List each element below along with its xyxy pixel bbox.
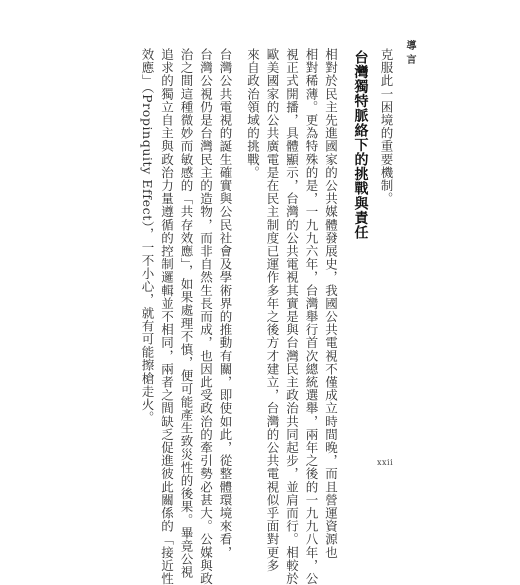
text-line: 治之間這種微妙而敏感的「共存效應」，如果處理不慎，便可能產生致災性的後果。畢竟公視: [179, 48, 194, 579]
running-head: 導言: [404, 40, 415, 68]
text-line: 追求的獨立自主與政治力量遵循的控制邏輯並不相同，兩者之間缺乏促進彼此關係的「接近性: [159, 48, 175, 585]
text-line: 台灣公共電視的誕生確實與公民社會及學術界的推動有關，即使如此，從整體環境來看，: [218, 48, 233, 559]
text-line: 相對稀薄。更為特殊的是，一九九六年，台灣舉行首次總統選舉，兩年之後的一九九八年，公: [304, 48, 319, 585]
text-line: 克服此一困境的重要機制。: [379, 48, 394, 206]
text-line: 效應」（Propinquity Effect），一不小心，就有可能擦槍走火。: [140, 48, 155, 425]
text-line: 歐美國家的公共廣電是在民主制度已運作多年之後方才建立，台灣的公共電視似乎面對更多: [265, 48, 280, 572]
text-columns: [110, 48, 396, 585]
section-heading: 台灣獨特脈絡下的挑戰與責任: [352, 50, 369, 240]
text-line: 來自政治領域的挑戰。: [245, 48, 261, 179]
text-line: 相對於民主先進國家的公共媒體發展史，我國公共電視不僅成立時間晚，而且營運資源也: [323, 48, 339, 559]
text-line: 台灣公視仍是台灣民主的造物，而非自然生長而成，也因此受政治的牽引勢必甚大。公媒與政: [198, 48, 214, 585]
page-number: xxii: [377, 458, 394, 467]
text-line: 視正式開播，具體顯示，台灣的公共電視其實是與台灣民主政治共同起步，並肩而行。相較於: [284, 48, 300, 585]
